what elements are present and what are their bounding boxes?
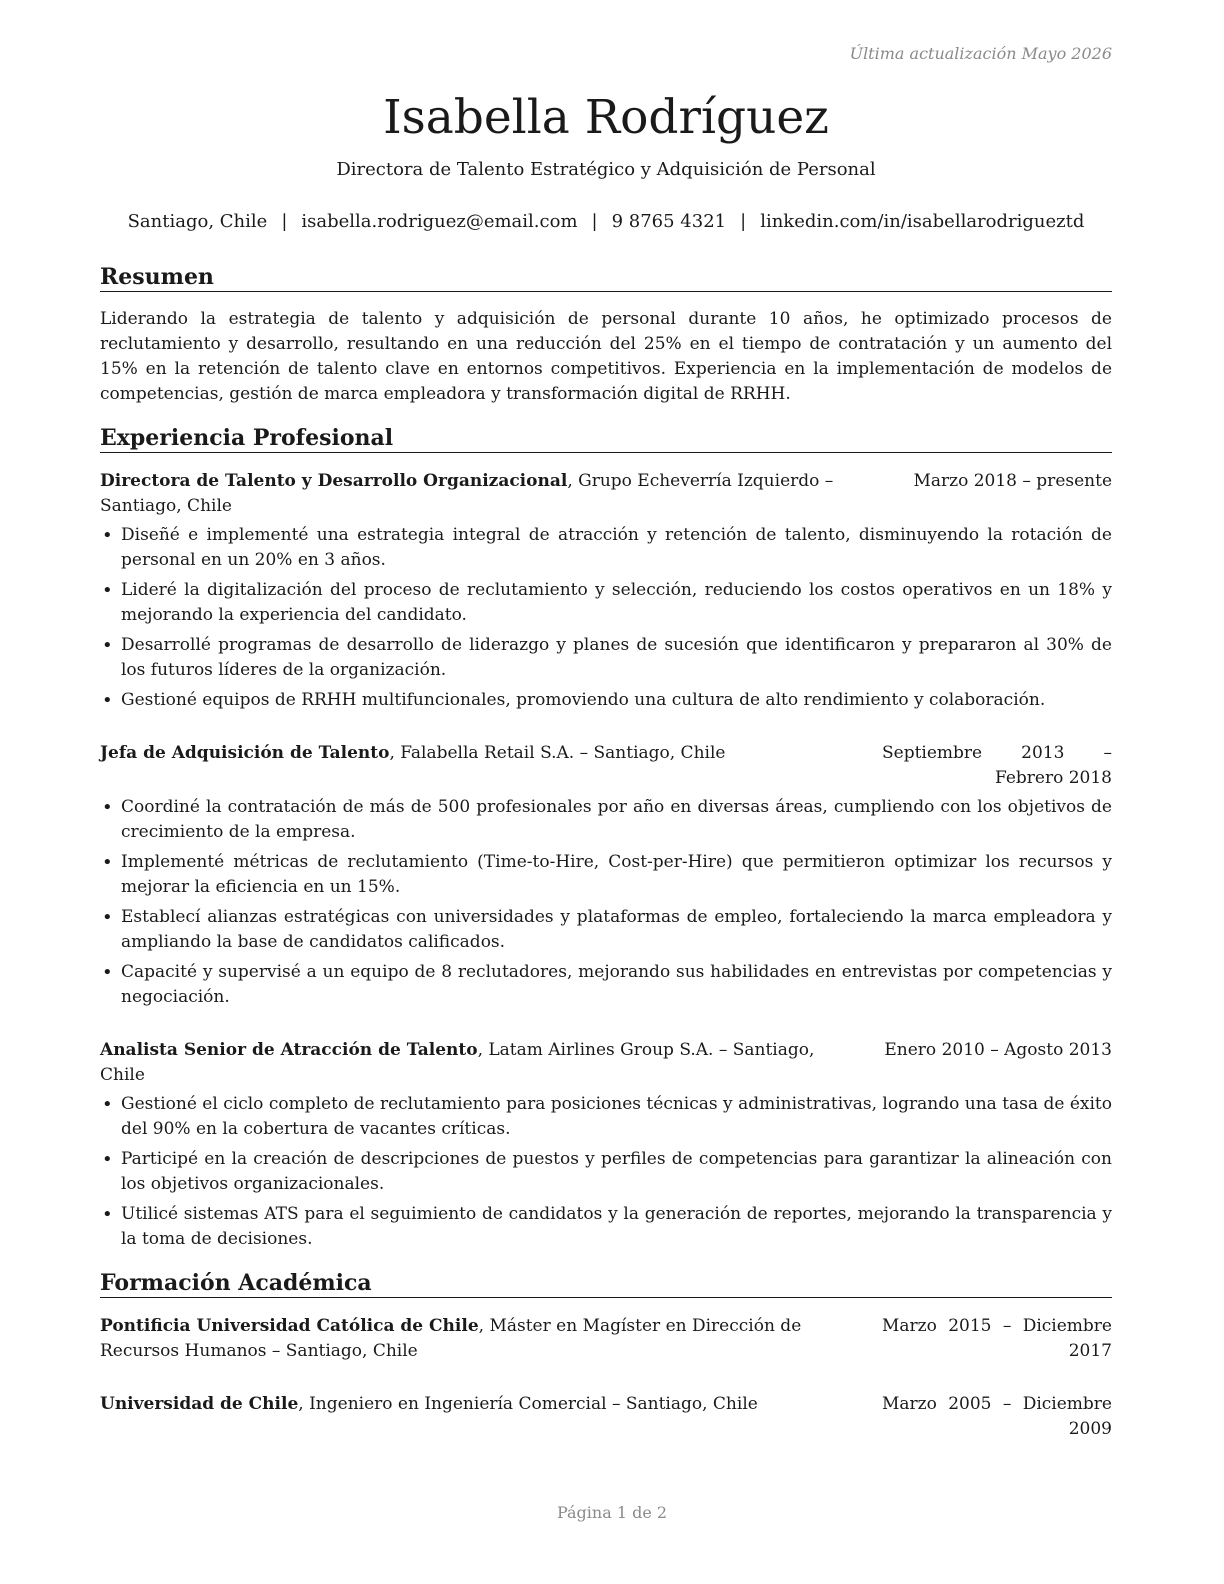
job-bullet: • Utilicé sistemas ATS para el seguimiento de candidatos y la generación de reportes, mejorando la transparencia y la toma de decisiones. [100, 1202, 1112, 1252]
education-header [100, 1314, 1112, 1364]
education-degree: , Máster en Magíster en Dirección de Recursos Humanos – Santiago, Chile [100, 1316, 802, 1361]
job-org: , Falabella Retail S.A. – Santiago, Chile [389, 743, 726, 763]
education-entry [100, 1314, 1112, 1364]
contact-separator: | [740, 211, 747, 232]
job-title-line [100, 1038, 884, 1088]
last-updated: Última actualización Mayo 2026 [849, 44, 1112, 63]
summary-text: Liderando la estrategia de talento y adquisición de personal durante 10 años, he optimizado procesos de reclutamiento y desarrollo, resultando en una reducción del 25% en el tiempo de contratación y un aumento del 15% en la retención de talento clave en entornos competitivos. Experiencia en la implementación de modelos de competencias, gestión de marca empleadora y transformación digital de RRHH. [100, 309, 1112, 404]
job-dates: Septiembre 2013 – Febrero 2018 [882, 743, 1112, 788]
job-bullet: • Participé en la creación de descripciones de puestos y perfiles de competencias para garantizar la alineación con los objetivos organizacionales. [100, 1147, 1112, 1197]
job-org: , Grupo Echeverría Izquierdo – Santiago, Chile [100, 471, 834, 516]
education-line [100, 1314, 874, 1364]
job-dates: Marzo 2018 – presente [913, 471, 1112, 491]
contact-separator: | [591, 211, 598, 232]
section-title-education: Formación Académica [100, 1270, 1112, 1298]
candidate-headline: Directora de Talento Estratégico y Adquisición de Personal [336, 159, 876, 180]
education-header [100, 1392, 1112, 1442]
job-org: , Latam Airlines Group S.A. – Santiago, Chile [100, 1040, 815, 1085]
contact-phone: 9 8765 4321 [611, 211, 727, 232]
job-title-line [100, 469, 913, 519]
job-bullet: • Capacité y supervisé a un equipo de 8 reclutadores, mejorando sus habilidades en entrevistas por competencias y negociación. [100, 960, 1112, 1010]
education-entry [100, 1392, 1112, 1442]
contact-line [100, 210, 1112, 234]
job-role: Jefa de Adquisición de Talento [100, 743, 390, 763]
job-role: Directora de Talento y Desarrollo Organizacional [100, 471, 568, 491]
job-bullet: • Desarrollé programas de desarrollo de liderazgo y planes de sucesión que identificaron y prepararon al 30% de los futuros líderes de la organización. [100, 633, 1112, 683]
job-bullet: • Coordiné la contratación de más de 500 profesionales por año en diversas áreas, cumpliendo con los objetivos de crecimiento de la empresa. [100, 795, 1112, 845]
job-title-line [100, 741, 874, 766]
education-degree: , Ingeniero en Ingeniería Comercial – Santiago, Chile [298, 1394, 758, 1414]
candidate-name: Isabella Rodríguez [383, 90, 829, 145]
job-entry [100, 1038, 1112, 1252]
job-header [100, 469, 1112, 519]
education-dates: Marzo 2015 – Diciembre 2017 [882, 1316, 1112, 1361]
job-role: Analista Senior de Atracción de Talento [100, 1040, 478, 1060]
job-bullets [100, 795, 1112, 1010]
job-bullet: • Gestioné equipos de RRHH multifuncionales, promoviendo una cultura de alto rendimiento y colaboración. [100, 688, 1112, 713]
job-entry [100, 741, 1112, 1010]
education-dates: Marzo 2005 – Diciembre 2009 [882, 1394, 1112, 1439]
job-bullet: • Diseñé e implementé una estrategia integral de atracción y retención de talento, disminuyendo la rotación de personal en un 20% en 3 años. [100, 523, 1112, 573]
job-entry [100, 469, 1112, 713]
job-bullet: • Gestioné el ciclo completo de reclutamiento para posiciones técnicas y administrativas, logrando una tasa de éxito del 90% en la cobertura de vacantes críticas. [100, 1092, 1112, 1142]
education-school: Pontificia Universidad Católica de Chile [100, 1316, 479, 1336]
job-bullet: • Lideré la digitalización del proceso de reclutamiento y selección, reduciendo los costos operativos en un 18% y mejorando la experiencia del candidato. [100, 578, 1112, 628]
contact-linkedin: linkedin.com/in/isabellarodrigueztd [760, 211, 1085, 232]
education-school: Universidad de Chile [100, 1394, 299, 1414]
contact-location: Santiago, Chile [127, 211, 268, 232]
job-bullet: • Implementé métricas de reclutamiento (Time-to-Hire, Cost-per-Hire) que permitieron optimizar los recursos y mejorar la eficiencia en un 15%. [100, 850, 1112, 900]
job-header [100, 741, 1112, 791]
page-number: Página 1 de 2 [556, 1503, 668, 1522]
job-header [100, 1038, 1112, 1088]
job-bullets [100, 523, 1112, 713]
contact-separator: | [281, 211, 288, 232]
contact-email: isabella.rodriguez@email.com [301, 211, 578, 232]
section-title-experience: Experiencia Profesional [100, 425, 1112, 453]
job-dates: Enero 2010 – Agosto 2013 [884, 1040, 1112, 1060]
section-title-summary: Resumen [100, 264, 1112, 292]
education-line [100, 1392, 874, 1417]
job-bullet: • Establecí alianzas estratégicas con universidades y plataformas de empleo, fortaleciendo la marca empleadora y ampliando la base de candidatos calificados. [100, 905, 1112, 955]
job-bullets [100, 1092, 1112, 1252]
